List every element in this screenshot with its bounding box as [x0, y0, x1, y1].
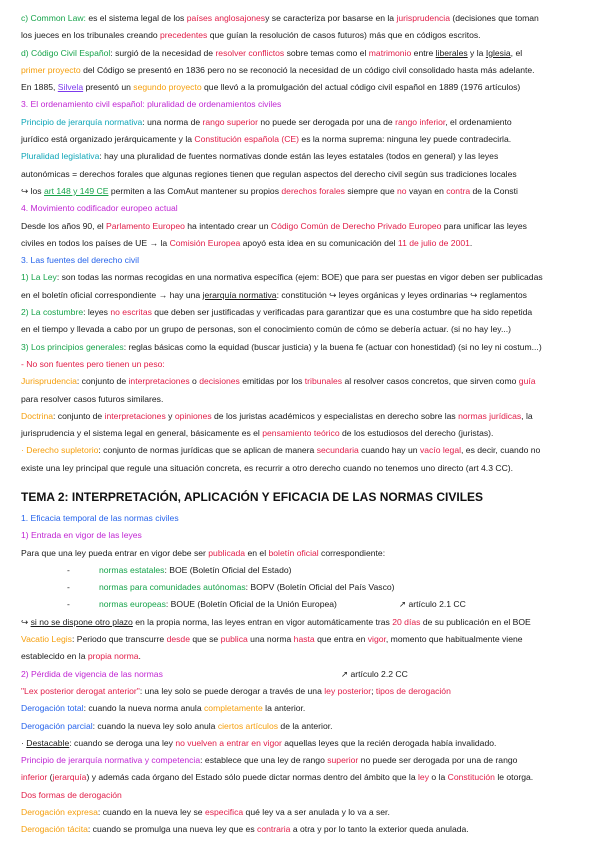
text-run: correspondiente:: [318, 547, 386, 558]
text-run: Vacatio Legis: [21, 634, 72, 645]
text-run: de los juristas académicos y especialistas en derecho sobre las: [211, 410, 459, 421]
text-run: jurisprudencia y el sistema legal en general, básicamente es el: [21, 428, 263, 439]
text-run: de los estudiosos del derecho (juristas).: [339, 428, 494, 439]
text-run: de la Consti: [470, 185, 518, 196]
list-item: - normas europeas: BOUE (Boletín Oficial de la Unión Europea) ↗ artículo 2.1 CC: [21, 596, 583, 613]
text-run: permiten a las ComAut mantener su propios: [108, 185, 282, 196]
text-run: existe una ley principal que regule una situación concreta, es recurrir a otro derecho cuando no tenemos uno directo (art 4.3 CC).: [21, 462, 514, 473]
text-run: 4. Movimiento codificador europeo actual: [21, 203, 178, 214]
text-run: , el ordenamiento: [445, 116, 512, 127]
line-parlamento: [21, 218, 583, 235]
text-run: superior: [327, 755, 359, 766]
text-run: de su publicación en el BOE: [420, 616, 531, 627]
text-run: los jueces en los tribunales creando: [21, 30, 161, 41]
text-run: Destacable: [26, 737, 70, 748]
text-run: 2) La costumbre: [21, 307, 84, 318]
line-derogacion-tacita: [21, 821, 583, 838]
text-run: : surgió de la necesidad de: [110, 47, 216, 58]
line-derogacion-parcial: [21, 718, 583, 735]
text-run: , el: [510, 47, 523, 58]
text-run: Dos formas de derogación: [21, 789, 122, 800]
line-jerarquia-cont: [21, 131, 583, 148]
text-run: si no se dispone otro plazo: [30, 616, 133, 627]
section-intro-text: [21, 10, 583, 477]
text-run: que se: [189, 634, 221, 645]
text-run: : cuando en la nueva ley se: [97, 807, 205, 818]
text-run: vigor: [367, 634, 386, 645]
text-run: jurisprudencia: [396, 13, 450, 23]
text-run: en el: [245, 547, 269, 558]
text-run: Constitución española (CE): [194, 134, 300, 145]
line-la-ley-cont: [21, 287, 583, 304]
text-run: 11 de julio de 2001: [397, 237, 470, 248]
text-run: : conjunto de: [76, 376, 129, 387]
text-run: rango superior: [202, 116, 258, 127]
text-run: ↪: [21, 616, 31, 627]
heading-dos-formas: [21, 787, 583, 804]
text-run: Jurisprudencia: [21, 376, 77, 387]
text-run: no vuelven a entrar en vigor: [175, 737, 282, 748]
text-run: completamente: [204, 703, 263, 714]
text-run: Principio de jerarquía normativa: [21, 116, 143, 127]
text-run: sobre temas como el: [284, 47, 369, 58]
text-run: secundaria: [316, 445, 359, 456]
article-ref: ↗ artículo 2.2 CC: [340, 668, 408, 679]
text-run: : reglas básicas como la equidad (buscar justicia) y la buena fe (actuar con honestidad) (si no ley ni costum...): [123, 341, 542, 352]
text-run: 1) Entrada en vigor de las leyes: [21, 530, 142, 541]
text-run: : hay una pluralidad de fuentes normativas donde están las leyes estatales (todos en general) y las leyes: [99, 151, 499, 162]
line-common-law: [21, 10, 583, 27]
text-run: decisiones: [199, 376, 240, 387]
text-run: hasta: [293, 634, 315, 645]
line-20-dias: [21, 614, 583, 631]
text-run: le otorga.: [494, 772, 534, 783]
line-jurisprudencia-cont: [21, 391, 583, 408]
text-run: : una ley solo se puede derogar a través de una: [139, 685, 325, 696]
text-run: normas europeas: [99, 599, 166, 610]
text-run: inferior: [21, 772, 48, 783]
text-run: es la norma suprema: ninguna ley puede contradecirla.: [299, 134, 512, 145]
text-run: Pluralidad legislativa: [21, 151, 100, 162]
line-destacable: [21, 735, 583, 752]
text-run: en el tiempo y llevada a cabo por un grupo de personas, son el conocimiento común de cómo se debería actuar. (si no hay ley...): [21, 324, 511, 335]
text-run: rango inferior: [395, 116, 446, 127]
text-run: no puede ser derogada por una de: [257, 116, 396, 127]
heading-movimiento: [21, 200, 583, 217]
text-run: derechos forales: [281, 185, 345, 196]
line-common-law-cont: [21, 27, 583, 44]
text-run: 20 días: [392, 616, 421, 627]
text-run: Silvela: [57, 82, 84, 93]
text-run: establecido en la: [21, 651, 88, 662]
text-run: para resolver casos futuros similares.: [21, 393, 164, 404]
text-run: : cuando la nueva norma anula: [83, 703, 204, 714]
text-run: : leyes: [83, 307, 111, 318]
text-run: : conjunto de normas jurídicas que se aplican de manera: [98, 445, 317, 456]
text-run: ciertos artículos: [217, 720, 279, 731]
line-derogacion-total: [21, 700, 583, 717]
heading-fuentes: [21, 252, 583, 269]
text-run: especifica: [204, 807, 244, 818]
text-run: apoyó esta idea en su comunicación del: [240, 237, 398, 248]
line-silvela: [21, 79, 583, 96]
text-run: es el sistema legal de los: [88, 13, 187, 23]
text-run: Parlamento Europeo: [106, 220, 185, 231]
line-supletorio: [21, 442, 583, 459]
text-run: vayan en: [406, 185, 447, 196]
text-run: no escritas: [110, 307, 152, 318]
text-run: Derogación expresa: [21, 807, 98, 818]
text-run: presentó un: [83, 82, 134, 93]
text-run: : son todas las normas recogidas en una normativa específica (ejem: BOE) que para ser puestas en vigor deben ser publicadas: [56, 272, 543, 283]
text-run: : Periodo que transcurre: [71, 634, 167, 645]
text-run: al resolver casos concretos, que sirven como: [342, 376, 519, 387]
line-no-fuentes: [21, 356, 583, 373]
text-run: 3) Los principios generales: [21, 341, 124, 352]
text-run: 2) Pérdida de vigencia de las normas: [21, 668, 163, 679]
text-run: .: [469, 237, 473, 248]
line-supletorio-cont: [21, 460, 583, 477]
text-run: que llevó a la promulgación del actual código civil español en 1889 (1976 artículos): [201, 82, 521, 93]
text-run: que guían la resolución de casos futuros) más que en códigos escritos.: [207, 30, 481, 41]
text-run: 3. El ordenamiento civil español: pluralidad de ordenamientos civiles: [21, 99, 282, 110]
text-run: tribunales: [304, 376, 343, 387]
text-run: primer proyecto: [21, 64, 81, 75]
text-run: : BOUE (Boletín Oficial de la Unión Europea): [165, 599, 337, 610]
text-run: para unificar las leyes: [441, 220, 527, 231]
text-run: siempre que: [344, 185, 398, 196]
text-run: : BOE (Boletín Oficial del Estado): [164, 564, 292, 575]
text-run: .: [138, 651, 141, 662]
text-run: d) Código Civil Español: [21, 47, 111, 58]
line-primer-proyecto: [21, 62, 583, 79]
line-jurisprudencia: [21, 373, 583, 390]
text-run: normas para comunidades autónomas: [99, 582, 246, 593]
text-run: países anglosajones: [186, 13, 266, 23]
text-run: vacío legal: [419, 445, 462, 456]
list-item: - normas para comunidades autónomas: BOPV (Boletín Oficial del País Vasco): [67, 582, 395, 593]
text-run: qué ley va a ser anulada y lo va a ser.: [243, 807, 390, 818]
line-principio-competencia-cont: [21, 769, 583, 786]
heading-ordenamiento: [21, 96, 583, 113]
text-run: , momento que habitualmente viene: [385, 634, 523, 645]
text-run: : constitución ↪ leyes orgánicas y leyes ordinarias ↪ reglamentos: [276, 289, 527, 300]
text-run: contra: [446, 185, 471, 196]
text-run: , es decir, cuando no: [461, 445, 541, 456]
text-run: Derogación total: [21, 703, 84, 714]
text-run: y: [165, 410, 175, 421]
text-run: en la propia norma, las leyes entran en vigor automáticamente tras: [132, 616, 393, 627]
text-run: tipos de derogación: [375, 685, 451, 696]
text-run: ley posterior: [324, 685, 372, 696]
text-run: Código Común de Derecho Privado Europeo: [270, 220, 442, 231]
line-jerarquia: [21, 114, 583, 131]
text-run: propia norma: [87, 651, 139, 662]
text-run: art 148 y 149 CE: [43, 185, 109, 196]
heading-perdida: [21, 666, 583, 683]
text-run: aquellas leyes que la recién derogada había invalidado.: [281, 737, 497, 748]
line-vacatio: [21, 631, 583, 648]
text-run: interpretaciones: [104, 410, 166, 421]
list-item: - normas estatales: BOE (Boletín Oficial del Estado): [67, 564, 292, 575]
text-run: ·: [21, 737, 27, 748]
line-costumbre-cont: [21, 321, 583, 338]
text-run: opiniones: [174, 410, 212, 421]
text-run: la anterior.: [262, 703, 306, 714]
text-run: jerarquía: [52, 772, 87, 783]
text-run: ha intentado crear un: [184, 220, 271, 231]
text-run: : establece que una ley de rango: [200, 755, 328, 766]
line-vacatio-cont: [21, 648, 583, 665]
text-run: entre: [411, 47, 436, 58]
text-run: 3. Las fuentes del derecho civil: [21, 255, 139, 266]
text-run: a otra y por lo tanto la exterior queda anulada.: [290, 824, 469, 835]
text-run: civiles en todos los países de UE → la: [21, 237, 170, 248]
text-run: Constitución: [447, 772, 495, 783]
text-run: : cuando se promulga una nueva ley que es: [87, 824, 258, 835]
text-run: Iglesia: [485, 47, 511, 58]
heading-eficacia: [21, 510, 583, 527]
text-run: del Código se presentó en 1836 pero no se reconoció la necesidad de un código civil consolidado hasta más adelante.: [80, 64, 535, 75]
text-run: desde: [166, 634, 190, 645]
line-codigo-civil: [21, 45, 583, 62]
text-run: matrimonio: [368, 47, 412, 58]
text-run: contraria: [257, 824, 291, 835]
text-run: liberales: [435, 47, 468, 58]
text-run: jerarquía normativa: [202, 289, 277, 300]
text-run: jurídico está organizado jerárquicamente y la: [21, 134, 195, 145]
text-run: normas jurídicas: [458, 410, 522, 421]
line-la-ley: [21, 269, 583, 286]
text-run: Doctrina: [21, 410, 53, 421]
text-run: · Derecho supletorio: [21, 445, 99, 456]
text-run: o: [189, 376, 200, 387]
text-run: una norma: [247, 634, 294, 645]
line-principio-competencia: [21, 752, 583, 769]
text-run: 1. Eficacia temporal de las normas civiles: [21, 513, 179, 523]
text-run: (: [47, 772, 53, 783]
text-run: publica: [220, 634, 248, 645]
tema-2-heading: TEMA 2: INTERPRETACIÓN, APLICACIÓN Y EFICACIA DE LAS NORMAS CIVILES: [21, 490, 484, 504]
text-run: Derogación tácita: [21, 824, 88, 835]
line-publicada: [21, 545, 583, 562]
text-run: : cuando se deroga una ley: [69, 737, 176, 748]
line-pluralidad: [21, 148, 583, 165]
text-run: Para que una ley pueda entrar en vigor debe ser: [21, 547, 209, 558]
text-run: Comisión Europea: [169, 237, 241, 248]
text-run: Principio de jerarquía normativa y competencia: [21, 755, 201, 766]
line-comision: [21, 235, 583, 252]
text-run: y se caracteriza por basarse en la: [265, 13, 397, 23]
text-run: precedentes: [160, 30, 208, 41]
text-run: o la: [429, 772, 448, 783]
text-run: boletín oficial: [268, 547, 319, 558]
text-run: ) y además cada órgano del Estado sólo puede dictar normas dentro del ámbito que la: [86, 772, 418, 783]
heading-entrada-vigor: [21, 527, 583, 544]
text-run: emitidas por los: [239, 376, 305, 387]
text-run: En 1885,: [21, 82, 58, 93]
line-costumbre: [21, 304, 583, 321]
text-run: c) Common Law:: [21, 13, 89, 23]
text-run: guía: [518, 376, 536, 387]
text-run: y la: [467, 47, 486, 58]
text-run: : conjunto de: [53, 410, 105, 421]
text-run: - No son fuentes pero tienen un peso:: [21, 358, 165, 369]
text-run: en el boletín oficial correspondiente → hay una: [21, 289, 203, 300]
text-run: Derogación parcial: [21, 720, 93, 731]
text-run: pensamiento teórico: [262, 428, 340, 439]
text-run: no puede ser derogada por una de rango: [358, 755, 518, 766]
line-principios: [21, 339, 583, 356]
text-run: "Lex posterior derogat anterior": [21, 685, 140, 696]
section-tema-2: [21, 510, 583, 839]
text-run: : BOPV (Boletín Oficial del País Vasco): [245, 582, 395, 593]
text-run: interpretaciones: [128, 376, 190, 387]
text-run: , la: [521, 410, 533, 421]
line-derogacion-expresa: [21, 804, 583, 821]
line-lex-posterior: [21, 683, 583, 700]
article-ref: ↗ artículo 2.1 CC: [398, 599, 466, 610]
text-run: ley: [418, 772, 429, 783]
text-run: de la anterior.: [278, 720, 333, 731]
text-run: normas estatales: [99, 564, 165, 575]
text-run: (decisiones que toman: [449, 13, 539, 23]
text-run: : cuando la nueva ley solo anula: [92, 720, 218, 731]
text-run: ;: [371, 685, 376, 696]
text-run: cuando hay un: [358, 445, 420, 456]
text-run: : una norma de: [142, 116, 203, 127]
line-doctrina: [21, 408, 583, 425]
text-run: resolver conflictos: [215, 47, 285, 58]
line-art148: [21, 183, 583, 200]
line-doctrina-cont: [21, 425, 583, 442]
text-run: autonómicas = derechos forales que algunas regiones tienen que regulan aspectos del derecho civil según sus tradiciones locales: [21, 168, 517, 179]
text-run: 1) La Ley: [21, 272, 57, 283]
text-run: que deben ser justificadas y verificadas para garantizar que es una costumbre que ha sido repetida: [151, 307, 533, 318]
text-run: Desde los años 90, el: [21, 220, 107, 231]
text-run: que entra en: [314, 634, 368, 645]
text-run: no: [397, 185, 407, 196]
line-pluralidad-cont: [21, 166, 583, 183]
text-run: ↪ los: [21, 185, 44, 196]
text-run: segundo proyecto: [133, 82, 202, 93]
text-run: publicada: [208, 547, 246, 558]
